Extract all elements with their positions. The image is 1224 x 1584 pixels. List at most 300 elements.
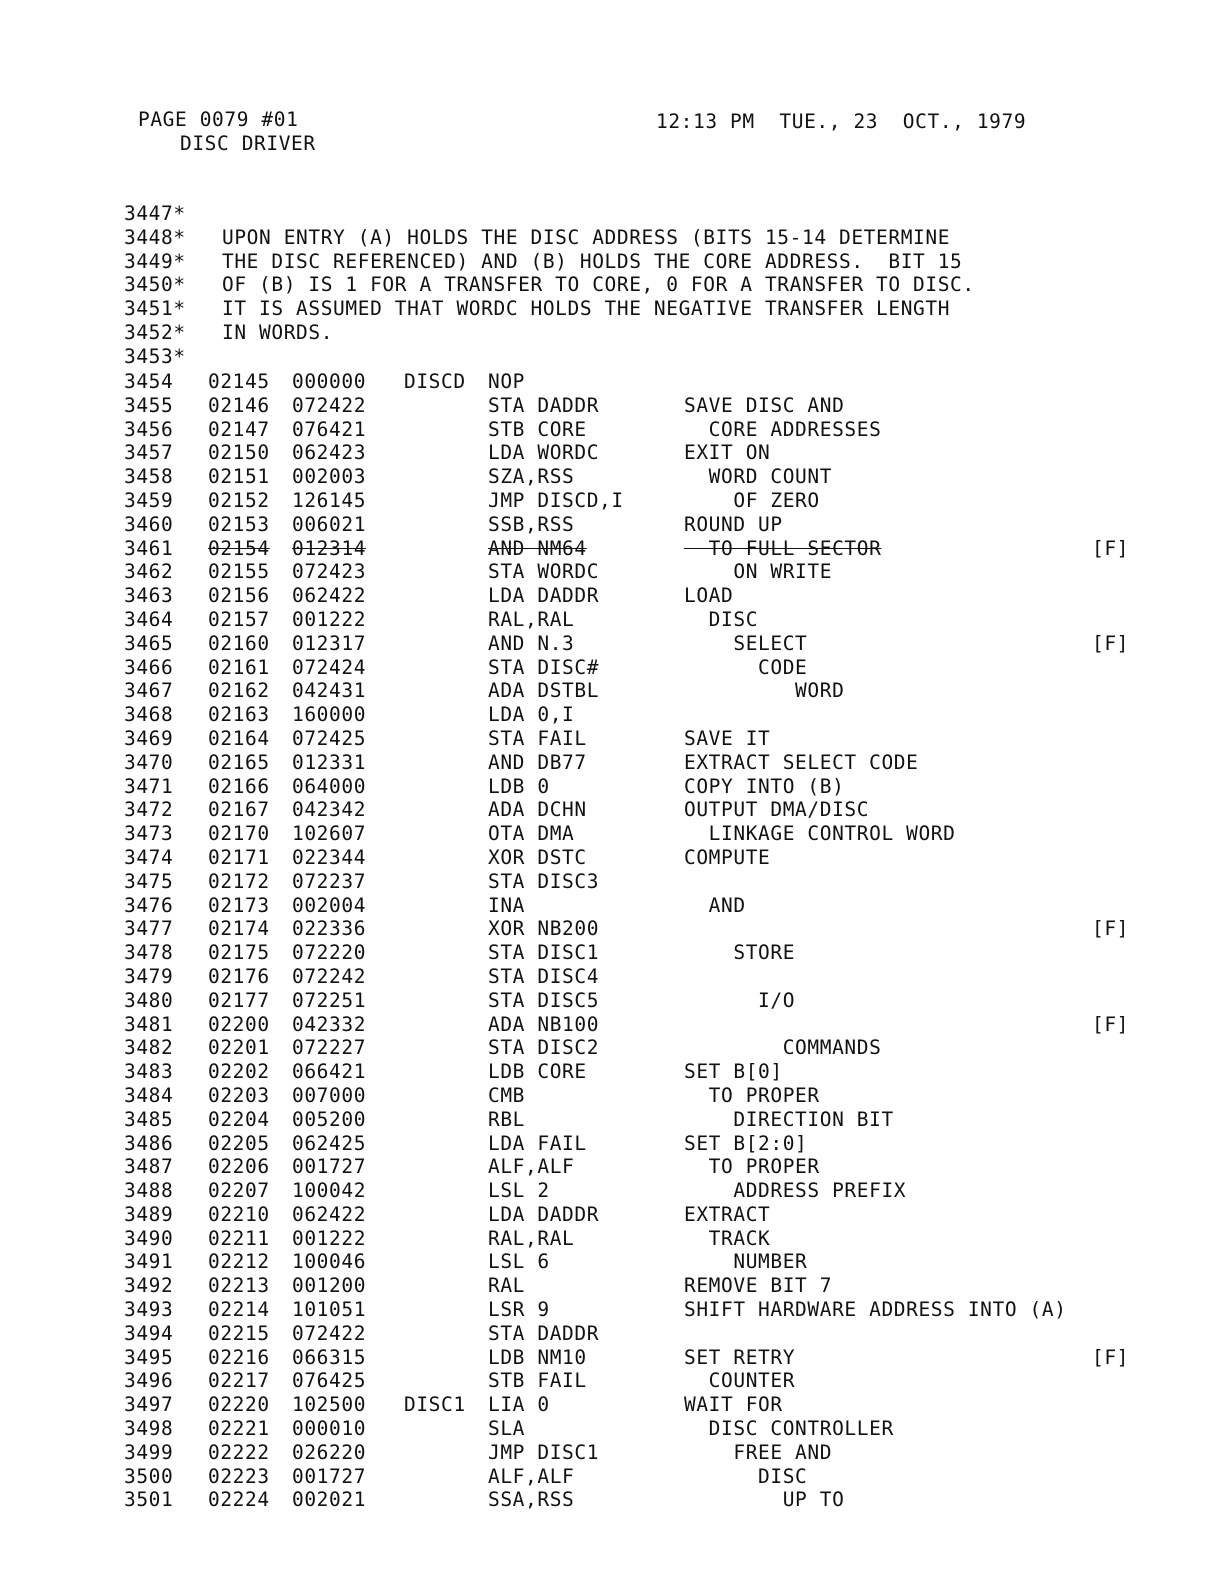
flag-marker: [F] (1092, 631, 1130, 655)
address: 02173 (208, 893, 270, 917)
line-number: 3481 (124, 1012, 174, 1036)
comment-text: IN WORDS. (222, 320, 334, 344)
line-number: 3485 (124, 1107, 174, 1131)
instruction: XOR DSTC (488, 845, 587, 869)
line-number: 3447* (124, 202, 186, 225)
object-code: 101051 (292, 1298, 367, 1322)
comment: WORD (684, 679, 845, 703)
object-code: 072424 (292, 655, 367, 679)
object-code: 072425 (292, 726, 367, 750)
listing-row (124, 870, 1144, 894)
line-number: 3500 (124, 1464, 174, 1488)
comment: WAIT FOR (684, 1393, 783, 1417)
line-number: 3474 (124, 845, 174, 869)
object-code: 064000 (292, 774, 367, 798)
instruction: STA DISC5 (488, 988, 600, 1012)
object-code: 012331 (292, 750, 367, 774)
instruction: LDB CORE (488, 1060, 587, 1084)
comment: EXIT ON (684, 441, 771, 465)
listing-row (124, 394, 1144, 418)
address: 02151 (208, 465, 270, 489)
instruction: LSL 2 (488, 1179, 550, 1203)
instruction: AND NM64 (488, 536, 587, 560)
comment: CORE ADDRESSES (684, 417, 882, 441)
line-number: 3469 (124, 726, 174, 750)
instruction: RAL (488, 1274, 526, 1298)
listing-row (124, 1488, 1144, 1512)
address: 02154 (208, 536, 270, 560)
object-code: 072422 (292, 1321, 367, 1345)
comment-line (124, 321, 975, 345)
listing-row (124, 894, 1144, 918)
listing-row (124, 822, 1144, 846)
address: 02164 (208, 726, 270, 750)
comment: I/O (684, 988, 796, 1012)
object-code: 005200 (292, 1107, 367, 1131)
assembly-listing (124, 370, 1144, 1512)
instruction: STA DISC1 (488, 941, 600, 965)
line-number: 3452* (124, 320, 186, 344)
listing-row (124, 1108, 1144, 1132)
listing-row (124, 1346, 1144, 1370)
line-number: 3492 (124, 1274, 174, 1298)
comment: TRACK (684, 1226, 771, 1250)
address: 02150 (208, 441, 270, 465)
comment-text: OF (B) IS 1 FOR A TRANSFER TO CORE, 0 FOR A TRANSFER TO DISC. (222, 273, 975, 297)
address: 02201 (208, 1036, 270, 1060)
comment: LINKAGE CONTROL WORD (684, 822, 956, 846)
address: 02166 (208, 774, 270, 798)
line-number: 3498 (124, 1417, 174, 1441)
comment: COUNTER (684, 1369, 796, 1393)
instruction: OTA DMA (488, 822, 575, 846)
instruction: RAL,RAL (488, 1226, 575, 1250)
address: 02145 (208, 370, 270, 393)
comment: DISC CONTROLLER (684, 1417, 894, 1441)
instruction: SLA (488, 1417, 526, 1441)
comment-line (124, 297, 975, 321)
line-number: 3479 (124, 964, 174, 988)
line-number: 3484 (124, 1083, 174, 1107)
address: 02174 (208, 917, 270, 941)
address: 02170 (208, 822, 270, 846)
instruction: RAL,RAL (488, 607, 575, 631)
address: 02211 (208, 1226, 270, 1250)
comment: FREE AND (684, 1440, 833, 1464)
comment: LOAD (684, 584, 734, 608)
object-code: 000000 (292, 370, 367, 393)
instruction: LDA DADDR (488, 1202, 600, 1226)
comment: DIRECTION BIT (684, 1107, 894, 1131)
line-number: 3496 (124, 1369, 174, 1393)
timestamp: 12:13 PM TUE., 23 OCT., 1979 (656, 110, 1027, 133)
object-code: 006021 (292, 512, 367, 536)
address: 02171 (208, 845, 270, 869)
comment: DISC (684, 1464, 808, 1488)
listing-row (124, 513, 1144, 537)
listing-row (124, 1036, 1144, 1060)
flag-marker: [F] (1092, 536, 1130, 560)
address: 02146 (208, 393, 270, 417)
instruction: SZA,RSS (488, 465, 575, 489)
address: 02160 (208, 631, 270, 655)
address: 02172 (208, 869, 270, 893)
address: 02175 (208, 941, 270, 965)
line-number: 3461 (124, 536, 174, 560)
address: 02215 (208, 1321, 270, 1345)
instruction: JMP DISCD,I (488, 488, 624, 512)
object-code: 072237 (292, 869, 367, 893)
listing-row (124, 584, 1144, 608)
instruction: STB FAIL (488, 1369, 587, 1393)
comment-text: IT IS ASSUMED THAT WORDC HOLDS THE NEGATIVE TRANSFER LENGTH (222, 297, 951, 321)
line-number: 3471 (124, 774, 174, 798)
address: 02204 (208, 1107, 270, 1131)
instruction: STB CORE (488, 417, 587, 441)
line-number: 3458 (124, 465, 174, 489)
object-code: 072227 (292, 1036, 367, 1060)
comment: SAVE IT (684, 726, 771, 750)
instruction: ALF,ALF (488, 1464, 575, 1488)
listing-row (124, 1441, 1144, 1465)
line-number: 3487 (124, 1155, 174, 1179)
object-code: 062425 (292, 1131, 367, 1155)
instruction: LDA WORDC (488, 441, 600, 465)
listing-row (124, 1465, 1144, 1489)
instruction: INA (488, 893, 526, 917)
address: 02221 (208, 1417, 270, 1441)
comment: SELECT (684, 631, 808, 655)
line-number: 3472 (124, 798, 174, 822)
object-code: 012317 (292, 631, 367, 655)
address: 02203 (208, 1083, 270, 1107)
object-code: 072422 (292, 393, 367, 417)
comment: SET B[0] (684, 1060, 783, 1084)
comment: TO PROPER (684, 1083, 820, 1107)
listing-row (124, 1250, 1144, 1274)
comment: TO FULL SECTOR (684, 536, 882, 560)
line-number: 3489 (124, 1202, 174, 1226)
comment: STORE (684, 941, 796, 965)
instruction: STA DADDR (488, 1321, 600, 1345)
listing-row (124, 1060, 1144, 1084)
instruction: SSB,RSS (488, 512, 575, 536)
comment: OF ZERO (684, 488, 820, 512)
listing-row (124, 679, 1144, 703)
comment: EXTRACT SELECT CODE (684, 750, 919, 774)
address: 02213 (208, 1274, 270, 1298)
listing-row (124, 1132, 1144, 1156)
object-code: 007000 (292, 1083, 367, 1107)
listing-row (124, 1155, 1144, 1179)
object-code: 100042 (292, 1179, 367, 1203)
listing-row (124, 846, 1144, 870)
line-number: 3477 (124, 917, 174, 941)
address: 02176 (208, 964, 270, 988)
listing-row (124, 441, 1144, 465)
listing-row (124, 560, 1144, 584)
line-number: 3478 (124, 941, 174, 965)
address: 02206 (208, 1155, 270, 1179)
comment-line (124, 345, 975, 369)
comment: ADDRESS PREFIX (684, 1179, 907, 1203)
comment: SET B[2:0] (684, 1131, 808, 1155)
line-number: 3488 (124, 1179, 174, 1203)
address: 02155 (208, 560, 270, 584)
object-code: 002021 (292, 1488, 367, 1512)
line-number: 3454 (124, 370, 174, 393)
address: 02157 (208, 607, 270, 631)
line-number: 3494 (124, 1321, 174, 1345)
instruction: LDB 0 (488, 774, 550, 798)
object-code: 022336 (292, 917, 367, 941)
flag-marker: [F] (1092, 917, 1130, 941)
line-number: 3480 (124, 988, 174, 1012)
object-code: 072242 (292, 964, 367, 988)
instruction: NOP (488, 370, 526, 393)
object-code: 001727 (292, 1464, 367, 1488)
address: 02200 (208, 1012, 270, 1036)
comment: SAVE DISC AND (684, 393, 845, 417)
instruction: ADA DCHN (488, 798, 587, 822)
line-number: 3462 (124, 560, 174, 584)
object-code: 022344 (292, 845, 367, 869)
label: DISCD (404, 370, 466, 393)
instruction: ALF,ALF (488, 1155, 575, 1179)
instruction: LDB NM10 (488, 1345, 587, 1369)
address: 02156 (208, 584, 270, 608)
line-number: 3475 (124, 869, 174, 893)
line-number: 3456 (124, 417, 174, 441)
line-number: 3473 (124, 822, 174, 846)
line-number: 3450* (124, 273, 186, 297)
line-number: 3460 (124, 512, 174, 536)
comment-line (124, 202, 975, 226)
line-number: 3459 (124, 488, 174, 512)
object-code: 072423 (292, 560, 367, 584)
object-code: 001222 (292, 607, 367, 631)
line-number: 3497 (124, 1393, 174, 1417)
line-number: 3493 (124, 1298, 174, 1322)
comment: ON WRITE (684, 560, 833, 584)
line-number: 3476 (124, 893, 174, 917)
comment: WORD COUNT (684, 465, 833, 489)
address: 02177 (208, 988, 270, 1012)
comment: CODE (684, 655, 808, 679)
address: 02214 (208, 1298, 270, 1322)
line-number: 3466 (124, 655, 174, 679)
line-number: 3470 (124, 750, 174, 774)
line-number: 3455 (124, 393, 174, 417)
listing-row (124, 941, 1144, 965)
comment: COMPUTE (684, 845, 771, 869)
line-number: 3495 (124, 1345, 174, 1369)
flag-marker: [F] (1092, 1345, 1130, 1369)
line-number: 3468 (124, 703, 174, 727)
object-code: 002003 (292, 465, 367, 489)
instruction: STA DISC4 (488, 964, 600, 988)
listing-row (124, 632, 1144, 656)
address: 02152 (208, 488, 270, 512)
line-number: 3464 (124, 607, 174, 631)
comment-line (124, 226, 975, 250)
listing-row (124, 418, 1144, 442)
listing-row (124, 370, 1144, 394)
comment: COMMANDS (684, 1036, 882, 1060)
address: 02223 (208, 1464, 270, 1488)
instruction: LSR 9 (488, 1298, 550, 1322)
object-code: 062422 (292, 584, 367, 608)
listing-row (124, 1417, 1144, 1441)
address: 02207 (208, 1179, 270, 1203)
instruction: JMP DISC1 (488, 1440, 600, 1464)
line-number: 3491 (124, 1250, 174, 1274)
comment: EXTRACT (684, 1202, 771, 1226)
object-code: 062422 (292, 1202, 367, 1226)
address: 02147 (208, 417, 270, 441)
object-code: 072220 (292, 941, 367, 965)
line-number: 3463 (124, 584, 174, 608)
comment: AND (684, 893, 746, 917)
listing-row (124, 1274, 1144, 1298)
instruction: AND N.3 (488, 631, 575, 655)
address: 02153 (208, 512, 270, 536)
address: 02161 (208, 655, 270, 679)
address: 02222 (208, 1440, 270, 1464)
instruction: STA FAIL (488, 726, 587, 750)
instruction: STA DADDR (488, 393, 600, 417)
line-number: 3482 (124, 1036, 174, 1060)
object-code: 160000 (292, 703, 367, 727)
object-code: 012314 (292, 536, 367, 560)
comment: SHIFT HARDWARE ADDRESS INTO (A) (684, 1298, 1067, 1322)
comment: DISC (684, 607, 759, 631)
address: 02216 (208, 1345, 270, 1369)
listing-row (124, 1084, 1144, 1108)
address: 02217 (208, 1369, 270, 1393)
object-code: 001222 (292, 1226, 367, 1250)
object-code: 102607 (292, 822, 367, 846)
comment: COPY INTO (B) (684, 774, 845, 798)
address: 02167 (208, 798, 270, 822)
page-number: PAGE 0079 #01 (138, 108, 299, 131)
instruction: STA WORDC (488, 560, 600, 584)
instruction: STA DISC2 (488, 1036, 600, 1060)
instruction: LDA DADDR (488, 584, 600, 608)
address: 02220 (208, 1393, 270, 1417)
address: 02165 (208, 750, 270, 774)
line-number: 3453* (124, 344, 186, 368)
listing-row (124, 1369, 1144, 1393)
address: 02224 (208, 1488, 270, 1512)
object-code: 126145 (292, 488, 367, 512)
object-code: 076425 (292, 1369, 367, 1393)
comment: UP TO (684, 1488, 845, 1512)
listing-row (124, 1393, 1144, 1417)
line-number: 3467 (124, 679, 174, 703)
object-code: 066421 (292, 1060, 367, 1084)
document-subtitle: DISC DRIVER (180, 132, 316, 155)
object-code: 042332 (292, 1012, 367, 1036)
address: 02205 (208, 1131, 270, 1155)
comment-line (124, 273, 975, 297)
line-number: 3483 (124, 1060, 174, 1084)
comment: ROUND UP (684, 512, 783, 536)
listing-row (124, 798, 1144, 822)
listing-row (124, 703, 1144, 727)
line-number: 3451* (124, 297, 186, 321)
listing-row (124, 1179, 1144, 1203)
address: 02210 (208, 1202, 270, 1226)
address: 02202 (208, 1060, 270, 1084)
listing-row (124, 727, 1144, 751)
object-code: 102500 (292, 1393, 367, 1417)
instruction: STA DISC3 (488, 869, 600, 893)
instruction: LIA 0 (488, 1393, 550, 1417)
instruction: LSL 6 (488, 1250, 550, 1274)
instruction: SSA,RSS (488, 1488, 575, 1512)
listing-row (124, 537, 1144, 561)
line-number: 3457 (124, 441, 174, 465)
listing-row (124, 489, 1144, 513)
instruction: XOR NB200 (488, 917, 600, 941)
object-code: 002004 (292, 893, 367, 917)
object-code: 042342 (292, 798, 367, 822)
comment-text: UPON ENTRY (A) HOLDS THE DISC ADDRESS (BITS 15-14 DETERMINE (222, 225, 951, 249)
instruction: LDA 0,I (488, 703, 575, 727)
listing-row (124, 1298, 1144, 1322)
instruction: AND DB77 (488, 750, 587, 774)
listing-row (124, 917, 1144, 941)
line-number: 3465 (124, 631, 174, 655)
listing-row (124, 465, 1144, 489)
listing-row (124, 775, 1144, 799)
line-number: 3490 (124, 1226, 174, 1250)
comment: TO PROPER (684, 1155, 820, 1179)
line-number: 3449* (124, 249, 186, 273)
instruction: LDA FAIL (488, 1131, 587, 1155)
line-number: 3486 (124, 1131, 174, 1155)
listing-row (124, 751, 1144, 775)
instruction: CMB (488, 1083, 526, 1107)
comment: OUTPUT DMA/DISC (684, 798, 870, 822)
object-code: 042431 (292, 679, 367, 703)
listing-row (124, 989, 1144, 1013)
page-header (0, 0, 1224, 200)
comment: REMOVE BIT 7 (684, 1274, 833, 1298)
address: 02212 (208, 1250, 270, 1274)
listing-row (124, 1203, 1144, 1227)
address: 02163 (208, 703, 270, 727)
comment: SET RETRY (684, 1345, 796, 1369)
comment-text: THE DISC REFERENCED) AND (B) HOLDS THE CORE ADDRESS. BIT 15 (222, 249, 963, 273)
line-number: 3501 (124, 1488, 174, 1512)
instruction: RBL (488, 1107, 526, 1131)
object-code: 076421 (292, 417, 367, 441)
object-code: 062423 (292, 441, 367, 465)
comment: NUMBER (684, 1250, 808, 1274)
listing-row (124, 608, 1144, 632)
object-code: 066315 (292, 1345, 367, 1369)
comment-line (124, 250, 975, 274)
flag-marker: [F] (1092, 1012, 1130, 1036)
instruction: ADA DSTBL (488, 679, 600, 703)
listing-row (124, 1227, 1144, 1251)
instruction: STA DISC# (488, 655, 600, 679)
object-code: 100046 (292, 1250, 367, 1274)
object-code: 072251 (292, 988, 367, 1012)
label: DISC1 (404, 1393, 466, 1417)
